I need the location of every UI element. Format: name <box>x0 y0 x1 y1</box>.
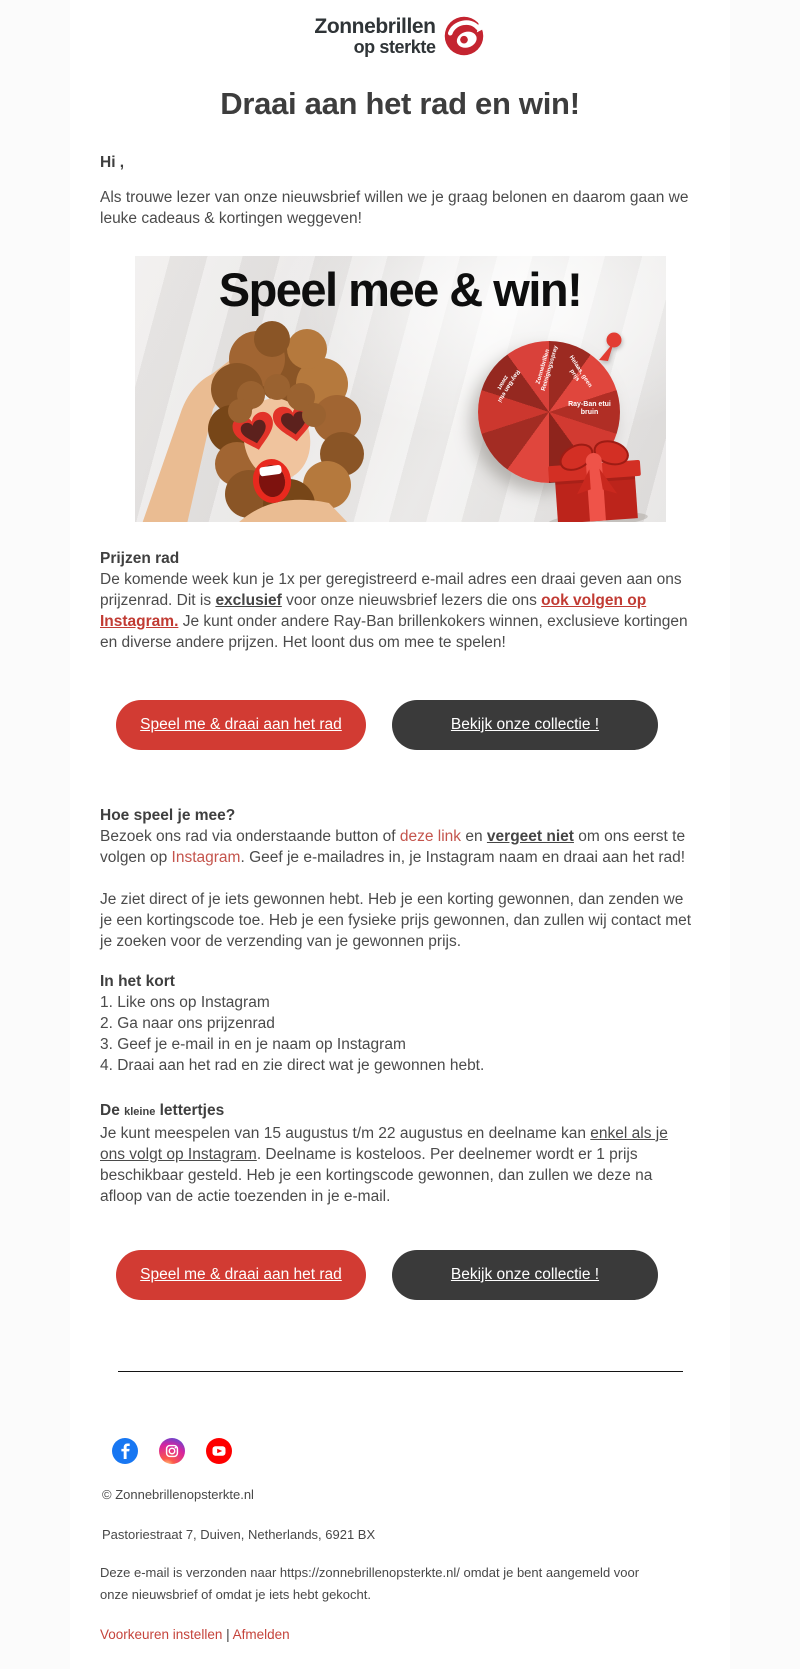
hero-title: Speel mee & win! <box>218 263 582 316</box>
spin-wheel-button[interactable]: Speel me & draai aan het rad <box>116 700 366 750</box>
text-run: Je kunt meespelen van 15 augustus t/m 22 augustus en deelname kan <box>100 1125 591 1142</box>
text-run: lettertjes <box>155 1102 225 1119</box>
social-icons-row <box>112 1438 700 1464</box>
text-run: Je kunt onder andere Ray-Ban brillenkokers winnen, exclusieve kortingen en diverse andere prijzen. Het loont dus om mee te spelen! <box>100 613 688 651</box>
email-body <box>70 0 730 1669</box>
text-run: . Deelname is kosteloos. Per deelnemer wordt er 1 prijs beschikbaar gesteld. Heb je een kortingscode gewonnen, dan zullen we deze na afloop van de actie toezenden in je e-mail. <box>100 1146 653 1205</box>
text-run: . Geef je e-mailadres in, je Instagram naam en draai aan het rad! <box>240 849 686 866</box>
paragraph-prijzen-rad <box>100 569 692 653</box>
view-collection-button[interactable]: Bekijk onze collectie ! <box>392 1250 658 1300</box>
company-address: Pastoriestraat 7, Duiven, Netherlands, 6921 BX <box>102 1527 376 1542</box>
text-run: om ons eerst te volgen op <box>100 828 686 866</box>
paragraph-hoe-speel-je-mee <box>100 826 692 868</box>
brand-name <box>314 16 435 56</box>
wheel-label: Ray-Ban etui zwart <box>495 368 520 403</box>
wheel-label: Ray-Ban etui bruin <box>568 401 611 416</box>
brand-icon <box>442 14 486 58</box>
text-run-kleine: kleine <box>124 1106 156 1118</box>
view-collection-button[interactable]: Bekijk onze collectie ! <box>392 700 658 750</box>
unsubscribe-link[interactable]: Afmelden <box>232 1627 290 1642</box>
paragraph-gewonnen: Je ziet direct of je iets gewonnen hebt. Heb je een korting gewonnen, dan zenden we je een kortingscode toe. Heb je een fysieke prijs gewonnen, dan zullen wij contact met je zoeken voor de verzending van je gewonnen prijs. <box>100 891 692 950</box>
button-row <box>116 1250 700 1300</box>
facebook-icon[interactable] <box>112 1438 138 1464</box>
brand-name-line2: op sterkte <box>353 36 436 57</box>
brand-name-line1: Zonnebrillen <box>314 15 436 39</box>
woman-photo-illustration <box>137 289 387 522</box>
wheel-pointer-icon <box>593 330 625 364</box>
list-item: 4. Draai aan het rad en zie direct wat je gewonnen hebt. <box>100 1057 485 1074</box>
instagram-link[interactable]: Instagram <box>171 849 241 866</box>
send-reason-disclaimer: Deze e-mail is verzonden naar https://zonnebrillenopsterkte.nl/ omdat je bent aangemeld voor onze nieuwsbrief of omdat je iets hebt gekocht. <box>100 1565 640 1602</box>
text-run-vergeet-niet: vergeet niet <box>486 828 574 845</box>
section-heading-hoe-speel-je-mee: Hoe speel je mee? <box>100 807 236 824</box>
list-item: 2. Ga naar ons prijzenrad <box>100 1015 275 1032</box>
text-run-exclusief: exclusief <box>215 592 282 609</box>
hero-banner-image <box>135 256 666 522</box>
link-separator: | <box>226 1627 230 1642</box>
spin-wheel-button[interactable]: Speel me & draai aan het rad <box>116 1250 366 1300</box>
instagram-follow-link[interactable]: ook volgen op Instagram. <box>100 592 647 630</box>
button-row <box>116 700 700 750</box>
section-heading-prijzen-rad: Prijzen rad <box>100 550 180 567</box>
deze-link[interactable]: deze link <box>399 828 462 845</box>
section-heading-in-het-kort: In het kort <box>100 973 175 990</box>
wheel-label: Helaas, geen prijs <box>567 354 593 389</box>
text-run: en <box>461 828 487 845</box>
section-heading-kleine-lettertjes <box>100 1100 700 1123</box>
text-run: voor onze nieuwsbrief lezers die ons <box>281 592 542 609</box>
gift-box-icon <box>536 427 652 522</box>
follow-instagram-condition-link[interactable]: enkel als je ons volgt op Instagram <box>100 1125 668 1163</box>
youtube-icon[interactable] <box>206 1438 232 1464</box>
list-item: 3. Geef je e-mail in en je naam op Instagram <box>100 1036 406 1053</box>
page-title: Draai aan het rad en win! <box>220 86 580 121</box>
fine-print-paragraph <box>100 1123 692 1207</box>
copyright: © Zonnebrillenopsterkte.nl <box>102 1487 254 1502</box>
text-run: Bezoek ons rad via onderstaande button of <box>100 828 400 845</box>
footer-links <box>100 1627 700 1642</box>
text-run: De <box>100 1102 125 1119</box>
list-item: 1. Like ons op Instagram <box>100 994 270 1011</box>
greeting: Hi , <box>100 154 125 171</box>
divider <box>118 1371 683 1372</box>
preferences-link[interactable]: Voorkeuren instellen <box>100 1627 223 1642</box>
intro-paragraph: Als trouwe lezer van onze nieuwsbrief willen we je graag belonen en daarom gaan we leuke cadeaus & kortingen weggeven! <box>100 189 689 227</box>
instagram-icon[interactable] <box>159 1438 185 1464</box>
wheel-label: Zonnebrillen Reinigingsspray <box>535 345 559 392</box>
text-run: De komende week kun je 1x per geregistreerd e-mail adres een draai geven aan ons prijzenrad. Dit is <box>100 571 682 609</box>
brand-logo[interactable] <box>100 12 700 60</box>
